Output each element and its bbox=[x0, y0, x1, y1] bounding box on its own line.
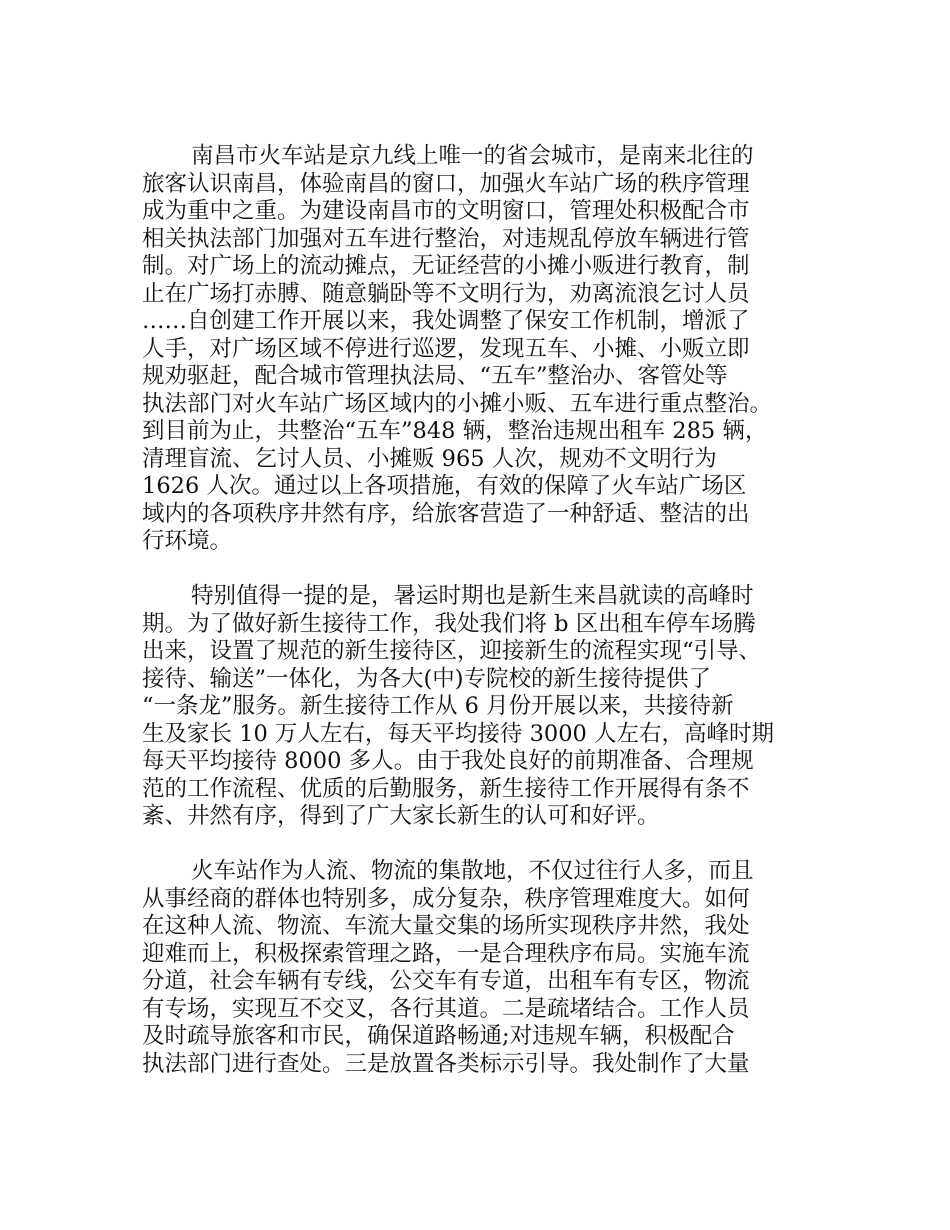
document-body bbox=[142, 143, 822, 1078]
paragraph-line: 每天平均接待 8000 多人。由于我处良好的前期准备、合理规 bbox=[142, 748, 754, 774]
paragraph-line: 旅客认识南昌，体验南昌的窗口，加强火车站广场的秩序管理 bbox=[142, 170, 750, 197]
paragraph-line: 迎难而上，积极探索管理之路，一是合理秩序布局。实施车流 bbox=[142, 940, 750, 967]
paragraph-line: 火车站作为人流、物流的集散地，不仅过往行人多，而且 bbox=[191, 858, 754, 884]
paragraph-line: 清理盲流、乞讨人员、小摊贩 965 人次，规劝不文明行为 bbox=[142, 445, 717, 472]
paragraph-line: 紊、井然有序，得到了广大家长新生的认可和好评。 bbox=[142, 803, 660, 829]
paragraph-line: 成为重中之重。为建设南昌市的文明窗口，管理处积极配合市 bbox=[142, 198, 750, 224]
paragraph-line: ……自创建工作开展以来，我处调整了保安工作机制，增派了 bbox=[142, 308, 750, 334]
paragraph-line: 在这种人流、物流、车流大量交集的场所实现秩序井然，我处 bbox=[142, 913, 750, 939]
paragraph-line: 出来，设置了规范的新生接待区，迎接新生的流程实现“引导、 bbox=[142, 638, 762, 664]
paragraph-spacer bbox=[142, 556, 822, 584]
paragraph-line: 执法部门进行查处。三是放置各类标示引导。我处制作了大量 bbox=[142, 1050, 750, 1077]
paragraph-line: 及时疏导旅客和市民，确保道路畅通;对违规车辆，积极配合 bbox=[142, 1023, 735, 1049]
paragraph-line: 执法部门对火车站广场区域内的小摊小贩、五车进行重点整治。 bbox=[142, 390, 773, 417]
paragraph-line: 人手，对广场区域不停进行巡逻，发现五车、小摊、小贩立即 bbox=[142, 335, 750, 362]
paragraph-line: 到目前为止，共整治“五车”848 辆，整治违规出租车 285 辆， bbox=[142, 418, 768, 444]
paragraph-line: 域内的各项秩序井然有序，给旅客营造了一种舒适、整洁的出 bbox=[142, 500, 750, 527]
paragraph-line: 1626 人次。通过以上各项措施，有效的保障了火车站广场区 bbox=[142, 473, 747, 499]
paragraph-line: 止在广场打赤膊、随意躺卧等不文明行为，劝离流浪乞讨人员 bbox=[142, 280, 750, 307]
paragraph-line: 制。对广场上的流动摊点，无证经营的小摊小贩进行教育，制 bbox=[142, 253, 750, 279]
paragraph-line: 规劝驱赶，配合城市管理执法局、“五车”整治办、客管处等 bbox=[142, 363, 728, 389]
paragraph-line: 期。为了做好新生接待工作，我处我们将 b 区出租车停车场腾 bbox=[142, 610, 756, 637]
paragraph-line: 生及家长 10 万人左右，每天平均接待 3000 人左右，高峰时期 bbox=[142, 720, 775, 747]
paragraph-spacer bbox=[142, 831, 822, 859]
paragraph-line: 特别值得一提的是，暑运时期也是新生来昌就读的高峰时 bbox=[191, 583, 754, 609]
paragraph-line: 有专场，实现互不交叉，各行其道。二是疏堵结合。工作人员 bbox=[142, 995, 750, 1022]
paragraph-line: 范的工作流程、优质的后勤服务，新生接待工作开展得有条不 bbox=[142, 775, 750, 802]
paragraph-1 bbox=[142, 143, 822, 556]
paragraph-line: “一条龙”服务。新生接待工作从 6 月份开展以来，共接待新 bbox=[142, 693, 734, 719]
paragraph-2 bbox=[142, 583, 822, 831]
paragraph-line: 南昌市火车站是京九线上唯一的省会城市，是南来北往的 bbox=[191, 143, 754, 169]
paragraph-line: 分道，社会车辆有专线，公交车有专道，出租车有专区，物流 bbox=[142, 968, 750, 994]
paragraph-3 bbox=[142, 858, 822, 1078]
paragraph-line: 行环境。 bbox=[142, 528, 233, 554]
paragraph-line: 相关执法部门加强对五车进行整治，对违规乱停放车辆进行管 bbox=[142, 225, 750, 252]
paragraph-line: 从事经商的群体也特别多，成分复杂，秩序管理难度大。如何 bbox=[142, 885, 750, 912]
paragraph-line: 接待、输送”一体化，为各大(中)专院校的新生接待提供了 bbox=[142, 665, 712, 692]
